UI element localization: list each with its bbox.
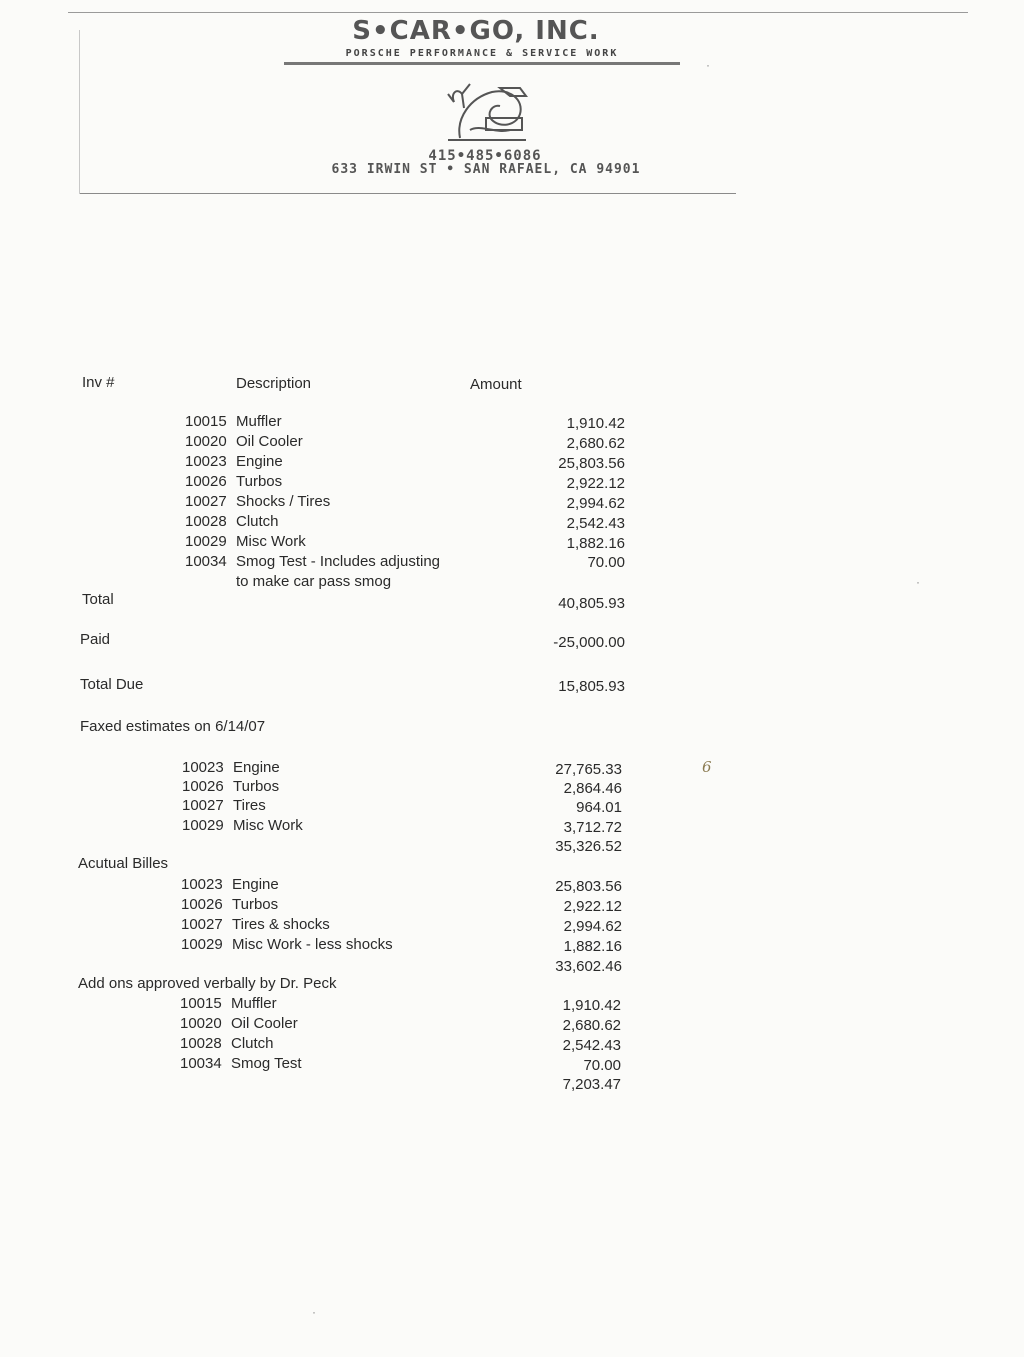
letterhead-rule	[80, 193, 736, 194]
total-label: Total	[82, 591, 114, 608]
item-desc: Shocks / Tires	[236, 493, 331, 510]
item-inv: 10023	[185, 453, 227, 470]
addon-item-amount: 1,910.42	[562, 997, 621, 1014]
item-amount: 2,680.62	[566, 435, 625, 452]
item-inv: 10020	[185, 433, 227, 450]
item-inv: 10015	[185, 413, 227, 430]
item-inv: 10026	[185, 473, 227, 490]
item-desc: Clutch	[236, 513, 279, 530]
item-amount: 1,882.16	[566, 535, 625, 552]
item-desc: Oil Cooler	[236, 433, 303, 450]
item-amount: 70.00	[587, 554, 625, 571]
header-inv: Inv #	[82, 374, 115, 391]
actual-item-desc: Misc Work - less shocks	[232, 936, 393, 953]
addon-item-amount: 2,680.62	[562, 1017, 621, 1034]
top-rule	[68, 12, 968, 13]
snail-logo-icon	[440, 78, 534, 146]
addon-item-inv: 10034	[180, 1055, 222, 1072]
company-phone: 415•485•6086	[428, 148, 542, 164]
actual-subtotal: 33,602.46	[555, 958, 622, 975]
actual-item-inv: 10027	[181, 916, 223, 933]
item-inv: 10028	[185, 513, 227, 530]
addon-item-desc: Smog Test	[231, 1055, 302, 1072]
faxed-item-inv: 10026	[182, 778, 224, 795]
item-inv: 10034	[185, 553, 227, 570]
item-amount: 2,542.43	[566, 515, 625, 532]
company-address: 633 IRWIN ST • SAN RAFAEL, CA 94901	[331, 162, 641, 177]
item-inv: 10029	[185, 533, 227, 550]
item-desc: Misc Work	[236, 533, 306, 550]
addons-label: Add ons approved verbally by Dr. Peck	[78, 975, 337, 992]
actual-item-amount: 1,882.16	[563, 938, 622, 955]
addon-item-inv: 10020	[180, 1015, 222, 1032]
actual-item-desc: Engine	[232, 876, 279, 893]
left-rule	[79, 30, 80, 194]
item-desc: Smog Test - Includes adjusting	[236, 553, 441, 570]
faxed-subtotal: 35,326.52	[555, 838, 622, 855]
faxed-item-desc: Misc Work	[233, 817, 303, 834]
item-amount: 25,803.56	[558, 455, 625, 472]
actual-item-desc: Turbos	[232, 896, 279, 913]
actual-item-inv: 10023	[181, 876, 223, 893]
item-amount: 1,910.42	[566, 415, 625, 432]
actual-item-inv: 10029	[181, 936, 223, 953]
faxed-item-amount: 964.01	[576, 799, 622, 816]
company-tagline: PORSCHE PERFORMANCE & SERVICE WORK	[345, 48, 619, 59]
margin-mark: 6	[702, 758, 712, 776]
addon-item-desc: Clutch	[231, 1035, 274, 1052]
addon-item-inv: 10028	[180, 1035, 222, 1052]
paid-label: Paid	[80, 631, 111, 648]
addon-item-desc: Muffler	[231, 995, 277, 1012]
addon-item-amount: 70.00	[583, 1057, 621, 1074]
actual-item-inv: 10026	[181, 896, 223, 913]
faxed-estimates-label: Faxed estimates on 6/14/07	[80, 718, 266, 735]
addon-item-desc: Oil Cooler	[231, 1015, 298, 1032]
paid-amount: -25,000.00	[553, 634, 625, 651]
actual-item-desc: Tires & shocks	[232, 916, 330, 933]
total-amount: 40,805.93	[558, 595, 625, 612]
item-amount: 2,994.62	[566, 495, 625, 512]
faxed-item-desc: Tires	[233, 797, 266, 814]
scan-speck: ·	[706, 58, 710, 72]
item-amount: 2,922.12	[566, 475, 625, 492]
faxed-item-inv: 10029	[182, 817, 224, 834]
item-desc-continued: to make car pass smog	[236, 573, 392, 590]
faxed-item-amount: 2,864.46	[563, 780, 622, 797]
item-desc: Muffler	[236, 413, 282, 430]
addon-item-amount: 2,542.43	[562, 1037, 621, 1054]
company-name: S•CAR•GO, INC.	[352, 16, 600, 46]
header-description: Description	[236, 375, 312, 392]
scan-speck: ·	[916, 575, 920, 589]
item-desc: Engine	[236, 453, 283, 470]
faxed-item-inv: 10023	[182, 759, 224, 776]
actual-item-amount: 2,922.12	[563, 898, 622, 915]
addons-subtotal: 7,203.47	[562, 1076, 621, 1093]
actual-item-amount: 2,994.62	[563, 918, 622, 935]
actual-bills-label: Acutual Billes	[78, 855, 169, 872]
actual-item-amount: 25,803.56	[555, 878, 622, 895]
scan-speck: ·	[312, 1305, 316, 1319]
item-inv: 10027	[185, 493, 227, 510]
addon-item-inv: 10015	[180, 995, 222, 1012]
faxed-item-amount: 27,765.33	[555, 761, 622, 778]
faxed-item-amount: 3,712.72	[563, 819, 622, 836]
faxed-item-inv: 10027	[182, 797, 224, 814]
faxed-item-desc: Turbos	[233, 778, 280, 795]
tagline-rule	[284, 62, 680, 65]
faxed-item-desc: Engine	[233, 759, 280, 776]
total-due-amount: 15,805.93	[558, 678, 625, 695]
header-amount: Amount	[470, 376, 522, 393]
total-due-label: Total Due	[80, 676, 144, 693]
item-desc: Turbos	[236, 473, 283, 490]
